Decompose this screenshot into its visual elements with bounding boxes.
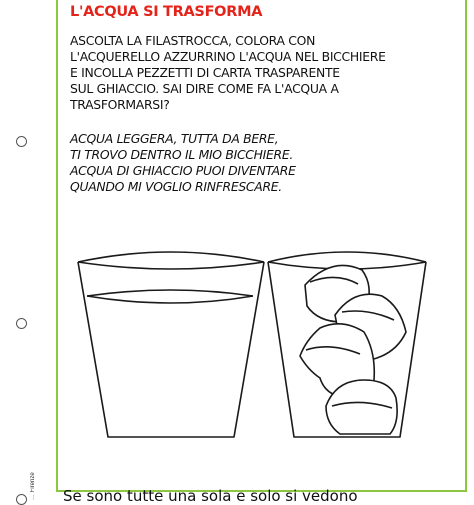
nursery-rhyme xyxy=(70,131,460,195)
punch-hole-top xyxy=(16,136,27,147)
rhyme-line: ACQUA DI GHIACCIO PUOI DIVENTARE xyxy=(70,163,296,178)
instruction-line: E INCOLLA PEZZETTI DI CARTA TRASPARENTE xyxy=(70,65,340,80)
rhyme-line: TI TROVO DENTRO IL MIO BICCHIERE. xyxy=(70,147,294,162)
punch-hole-bottom xyxy=(16,494,27,505)
instruction-line: L'ACQUERELLO AZZURRINO L'ACQUA NEL BICCHIERE xyxy=(70,49,386,64)
rhyme-line: QUANDO MI VOGLIO RINFRESCARE. xyxy=(70,179,282,194)
rhyme-line: ACQUA LEGGERA, TUTTA DA BERE, xyxy=(70,131,279,146)
glass-of-water-drawing xyxy=(78,252,264,437)
worksheet-title: L'ACQUA SI TRASFORMA xyxy=(70,4,263,20)
glass-of-ice-drawing xyxy=(268,252,426,437)
instructions xyxy=(70,33,460,113)
punch-hole-middle xyxy=(16,318,27,329)
instruction-line: ASCOLTA LA FILASTROCCA, COLORA CON xyxy=(70,33,316,48)
next-section-text: Se sono tutte una sola e solo si vedono xyxy=(63,487,358,501)
instruction-line: SUL GHIACCIO. SAI DIRE COME FA L'ACQUA A xyxy=(70,81,339,96)
instruction-line: TRASFORMARSI? xyxy=(70,97,170,112)
publisher-credit: … Firenze xyxy=(30,472,36,500)
glasses-illustration xyxy=(60,230,440,452)
